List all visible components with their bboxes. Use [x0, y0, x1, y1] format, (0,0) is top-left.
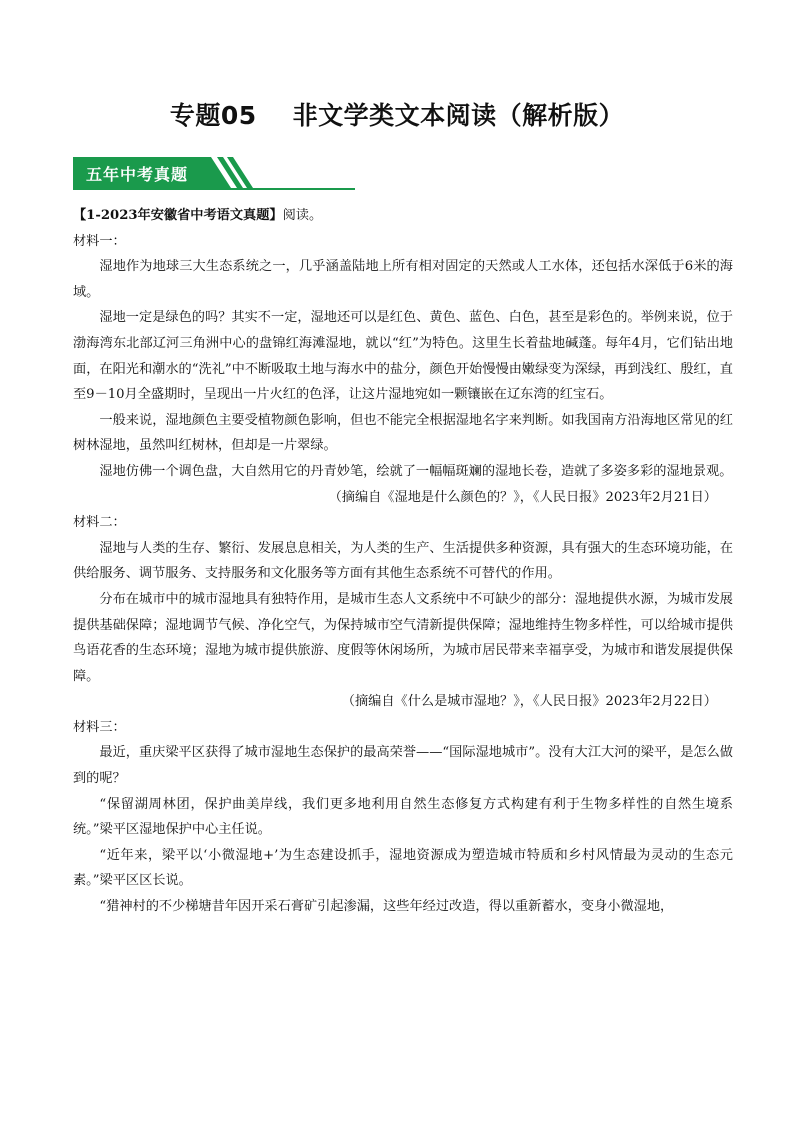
- material2-source: （摘编自《什么是城市湿地？》，《人民日报》2023年2月22日）: [341, 694, 717, 710]
- page-title: [0, 96, 794, 132]
- material3-paragraph: 最近，重庆梁平区获得了城市湿地生态保护的最高荣誉——“国际湿地城市”。没有大江大河的梁平，是怎么做到的呢？: [73, 745, 733, 787]
- material1-label: 材料一：: [73, 233, 126, 249]
- section-banner-label: 五年中考真题: [86, 165, 189, 184]
- title-part1: 专题05: [169, 101, 257, 130]
- material2-label: 材料二：: [73, 515, 126, 531]
- material1-source: （摘编自《湿地是什么颜色的？》，《人民日报》2023年2月21日）: [328, 489, 717, 505]
- question-tag: 【1-2023年安徽省中考语文真题】: [73, 208, 283, 223]
- material2-paragraph: 湿地与人类的生存、繁衍、发展息息相关，为人类的生产、生活提供多种资源，具有强大的生态环境功能，在供给服务、调节服务、支持服务和文化服务等方面有其他生态系统不可替代的作用。: [73, 540, 733, 582]
- material1-paragraph: 湿地作为地球三大生态系统之一，几乎涵盖陆地上所有相对固定的天然或人工水体，还包括水深低于6米的海域。: [73, 259, 733, 300]
- material3-label: 材料三：: [73, 719, 126, 735]
- material3-paragraph: “保留湖周林团，保护曲美岸线，我们更多地利用自然生态修复方式构建有利于生物多样性的自然生境系统。”梁平区湿地保护中心主任说。: [73, 796, 733, 838]
- question-header: [73, 203, 733, 229]
- title-part2: 非文学类文本阅读（解析版）: [292, 101, 625, 130]
- material1-paragraph: 湿地一定是绿色的吗？其实不一定，湿地还可以是红色、黄色、蓝色、白色，甚至是彩色的。举例来说，位于渤海湾东北部辽河三角洲中心的盘锦红海滩湿地，就以“红”为特色。这里生长着盐地碱蓬。每年4月，它们钻出地面，在阳光和潮水的“洗礼”中不断吸取土地与海水中的盐分，颜色开始慢慢由嫩绿变为深绿，再到浅红、殷红，直至9－10月全盛期时，呈现出一片火红的色泽，让这片湿地宛如一颗镶嵌在辽东湾的红宝石。: [73, 310, 733, 403]
- material3-paragraph: “猎神村的不少梯塘昔年因开采石膏矿引起渗漏，这些年经过改造，得以重新蓄水，变身小微湿地，: [99, 899, 674, 915]
- material2-paragraph: 分布在城市中的城市湿地具有独特作用，是城市生态人文系统中不可缺少的部分：湿地提供水源，为城市发展提供基础保障；湿地调节气候、净化空气，为保持城市空气清新提供保障；湿地维持生物多样性，可以给城市提供鸟语花香的生态环境；湿地为城市提供旅游、度假等休闲场所，为城市居民带来幸福享受，为城市和谐发展提供保障。: [73, 591, 733, 684]
- reading-body: [73, 203, 733, 920]
- section-banner: [73, 157, 355, 192]
- material1-paragraph: 一般来说，湿地颜色主要受植物颜色影响，但也不能完全根据湿地名字来判断。如我国南方沿海地区常见的红树林湿地，虽然叫红树林，但却是一片翠绿。: [73, 412, 733, 454]
- material1-paragraph: 湿地仿佛一个调色盘，大自然用它的丹青妙笔，绘就了一幅幅斑斓的湿地长卷，造就了多姿多彩的湿地景观。: [99, 463, 733, 479]
- material3-paragraph: “近年来，梁平以‘小微湿地+’为生态建设抓手，湿地资源成为塑造城市特质和乡村风情最为灵动的生态元素。”梁平区区长说。: [73, 847, 733, 889]
- question-instruction: 阅读。: [282, 208, 323, 223]
